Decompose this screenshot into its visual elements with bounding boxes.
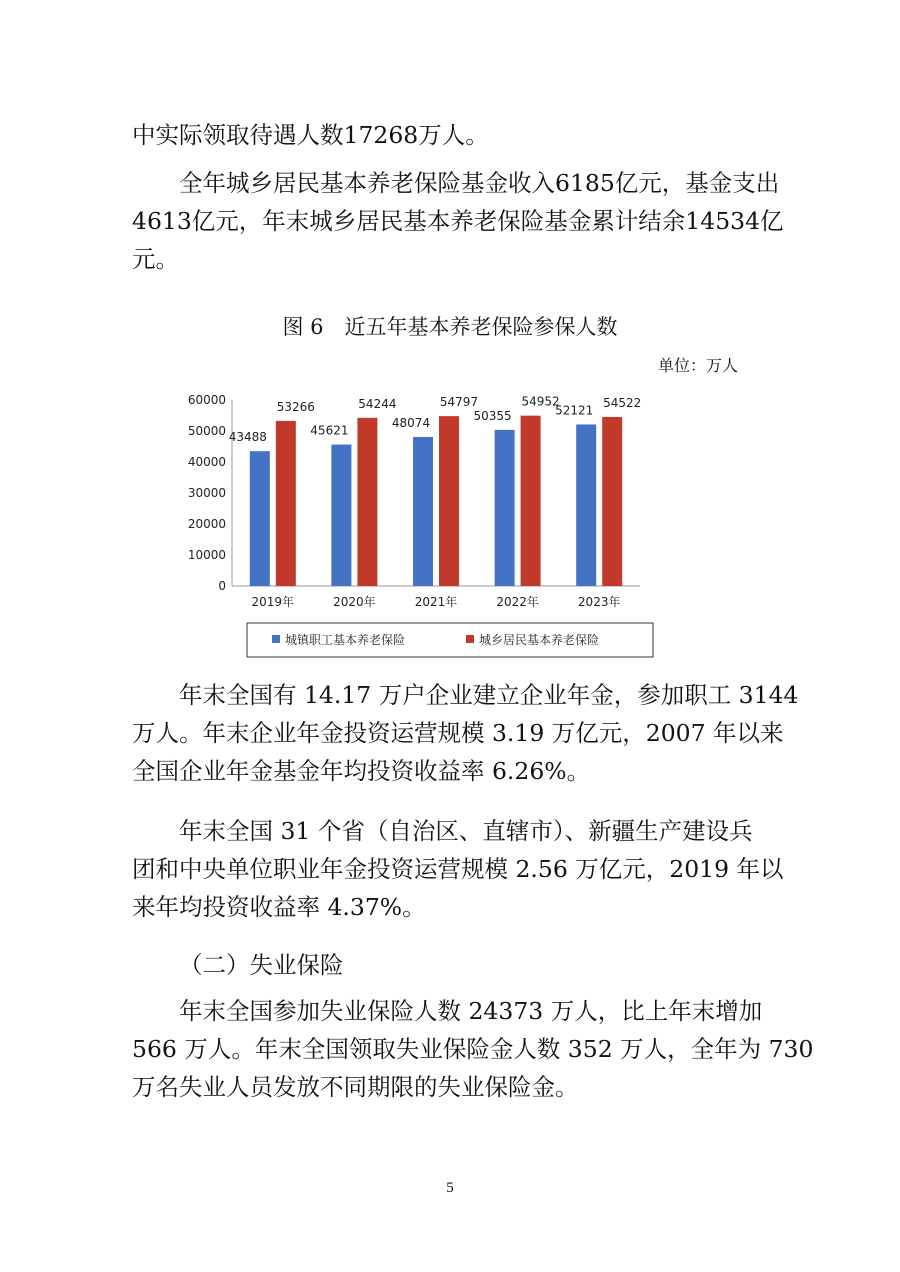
y-tick-label: 10000 <box>187 548 226 562</box>
y-tick-label: 30000 <box>187 486 226 500</box>
data-label: 54522 <box>603 395 642 410</box>
legend-label: 城镇职工基本养老保险 <box>285 633 406 647</box>
heading-text: （二）失业保险 <box>179 951 344 979</box>
text-line: 来年均投资收益率 4.37%。 <box>132 893 426 921</box>
data-label: 54952 <box>521 394 560 409</box>
text-line: 中实际领取待遇人数17268万人。 <box>132 121 489 149</box>
bar <box>357 418 377 586</box>
y-tick-label: 60000 <box>187 393 226 407</box>
paragraph-3 <box>132 676 799 790</box>
paragraph-4 <box>132 812 784 926</box>
data-label: 48074 <box>391 415 431 430</box>
bar <box>521 416 541 586</box>
legend-swatch <box>466 635 474 643</box>
data-label: 54244 <box>358 396 397 411</box>
paragraph-5 <box>132 992 814 1106</box>
paragraph-2 <box>132 164 784 278</box>
bar <box>250 451 270 586</box>
x-tick-label: 2022年 <box>496 595 539 609</box>
data-label: 54797 <box>439 395 479 410</box>
chart-bars <box>229 395 642 586</box>
x-tick-label: 2023年 <box>577 595 621 609</box>
paragraph-1 <box>132 116 772 154</box>
data-label: 50355 <box>473 408 512 423</box>
bar-chart <box>170 385 670 660</box>
y-tick-label: 0 <box>218 579 226 593</box>
page-number: 5 <box>446 1180 454 1196</box>
text-line: 年末全国有 14.17 万户企业建立企业年金，参加职工 3144 <box>179 681 799 709</box>
legend-swatch <box>272 635 280 643</box>
figure-unit: 单位：万人 <box>658 356 739 375</box>
data-label: 53266 <box>276 399 315 414</box>
bar <box>331 445 351 586</box>
y-tick-label: 40000 <box>187 455 226 469</box>
bar <box>602 417 622 586</box>
text-line: 年末全国 31 个省（自治区、直辖市）、新疆生产建设兵 <box>179 817 753 845</box>
text-line: 全年城乡居民基本养老保险基金收入6185亿元，基金支出 <box>179 169 780 197</box>
data-label: 45621 <box>310 423 349 438</box>
section-heading <box>132 946 772 984</box>
text-line: 566 万人。年末全国领取失业保险金人数 352 万人，全年为 730 <box>132 1035 814 1063</box>
data-label: 52121 <box>555 403 594 418</box>
bar <box>495 430 515 586</box>
data-label: 43488 <box>228 430 267 445</box>
x-tick-label: 2021年 <box>414 595 458 609</box>
text-line: 4613亿元，年末城乡居民基本养老保险基金累计结余14534亿 <box>132 207 784 235</box>
text-line: 元。 <box>132 245 179 273</box>
text-line: 年末全国参加失业保险人数 24373 万人，比上年末增加 <box>179 997 763 1025</box>
y-tick-label: 20000 <box>187 517 226 531</box>
figure-title: 图 6 近五年基本养老保险参保人数 <box>282 315 618 339</box>
text-line: 团和中央单位职业年金投资运营规模 2.56 万亿元，2019 年以 <box>132 855 784 883</box>
x-tick-label: 2019年 <box>251 595 295 609</box>
bar <box>576 424 596 586</box>
y-tick-label: 50000 <box>187 424 226 438</box>
text-line: 全国企业年金基金年均投资收益率 6.26%。 <box>132 757 591 785</box>
chart-legend <box>247 623 653 657</box>
legend-label: 城乡居民基本养老保险 <box>479 633 600 647</box>
bar <box>276 421 296 586</box>
text-line: 万人。年末企业年金投资运营规模 3.19 万亿元，2007 年以来 <box>132 719 784 747</box>
bar <box>439 416 459 586</box>
x-tick-label: 2020年 <box>333 595 376 609</box>
bar <box>413 437 433 586</box>
text-line: 万名失业人员发放不同期限的失业保险金。 <box>132 1073 579 1101</box>
